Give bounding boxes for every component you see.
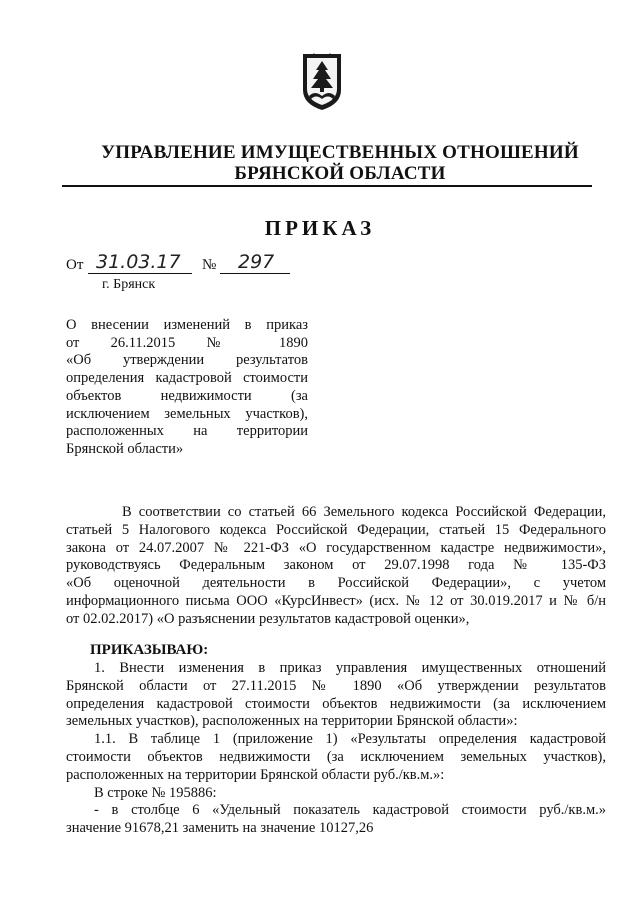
number-underline	[220, 273, 290, 274]
subject-line: «Об утверждении результатов	[66, 352, 308, 369]
preamble-line: «Об оценочной деятельности в Российской Федерации», с учетом	[66, 575, 606, 592]
organization-name-line1: УПРАВЛЕНИЕ ИМУЩЕСТВЕННЫХ ОТНОШЕНИЙ	[101, 142, 579, 163]
order-heading: ПРИКАЗЫВАЮ:	[90, 642, 209, 658]
order-body	[66, 660, 606, 838]
order-line: Брянской области от 27.11.2015 № 1890 «Об утверждении результатов	[66, 677, 606, 694]
header-divider	[62, 185, 592, 187]
preamble-line: руководствуясь Федеральным законом от 29.07.1998 года № 135-ФЗ	[66, 557, 606, 574]
order-line: значение 91678,21 заменить на значение 10127,26	[66, 820, 374, 837]
date-value: 31.03.17	[96, 251, 181, 273]
order-line: стоимости объектов недвижимости (за исключением земельных участков),	[66, 748, 606, 765]
subject-line: Брянской области»	[66, 440, 184, 457]
subject-line: расположенных на территории	[66, 423, 308, 440]
date-underline	[88, 273, 192, 274]
preamble-line: В соответствии со статьей 66 Земельного кодекса Российской Федерации,	[122, 504, 606, 520]
subject-line: определения кадастровой стоимости	[66, 370, 308, 387]
document-title: ПРИКАЗ	[264, 216, 376, 240]
preamble-paragraph	[66, 504, 606, 629]
preamble-line: от 02.02.2017) «О разъяснении результатов кадастровой оценки»,	[66, 610, 470, 627]
number-prefix: №	[202, 257, 217, 273]
number-value: 297	[238, 251, 275, 273]
subject-line: исключением земельных участков),	[66, 405, 308, 422]
subject-block	[66, 317, 308, 459]
order-line: 1. Внести изменения в приказ управления имущественных отношений	[94, 660, 606, 676]
preamble-line: статьей 5 Налогового кодекса Российской Федерации, статьей 15 Федерального	[66, 521, 606, 538]
subject-line: объектов недвижимости (за	[66, 387, 308, 404]
organization-name-line2: БРЯНСКОЙ ОБЛАСТИ	[234, 163, 446, 184]
coat-of-arms-icon	[300, 52, 344, 112]
order-line: В строке № 195886:	[94, 784, 217, 801]
date-prefix: От	[66, 257, 84, 273]
preamble-line: информационного письма ООО «КурсИнвест» (исх. № 12 от 30.019.2017 и № б/н	[66, 592, 606, 609]
city-label: г. Брянск	[102, 277, 156, 292]
preamble-line: закона от 24.07.2007 № 221-ФЗ «О государственном кадастре недвижимости»,	[66, 539, 606, 556]
order-line: расположенных на территории Брянской области руб./кв.м.»:	[66, 766, 445, 783]
order-line: 1.1. В таблице 1 (приложение 1) «Результаты определения кадастровой	[94, 731, 606, 748]
subject-line: О внесении изменений в приказ	[66, 317, 308, 333]
subject-line: от 26.11.2015 № 1890	[66, 334, 308, 351]
order-line: определения кадастровой стоимости объектов недвижимости (за исключением	[66, 695, 606, 712]
order-line: земельных участков), расположенных на территории Брянской области»:	[66, 713, 518, 730]
order-line: - в столбце 6 «Удельный показатель кадастровой стоимости руб./кв.м.»	[94, 802, 606, 819]
